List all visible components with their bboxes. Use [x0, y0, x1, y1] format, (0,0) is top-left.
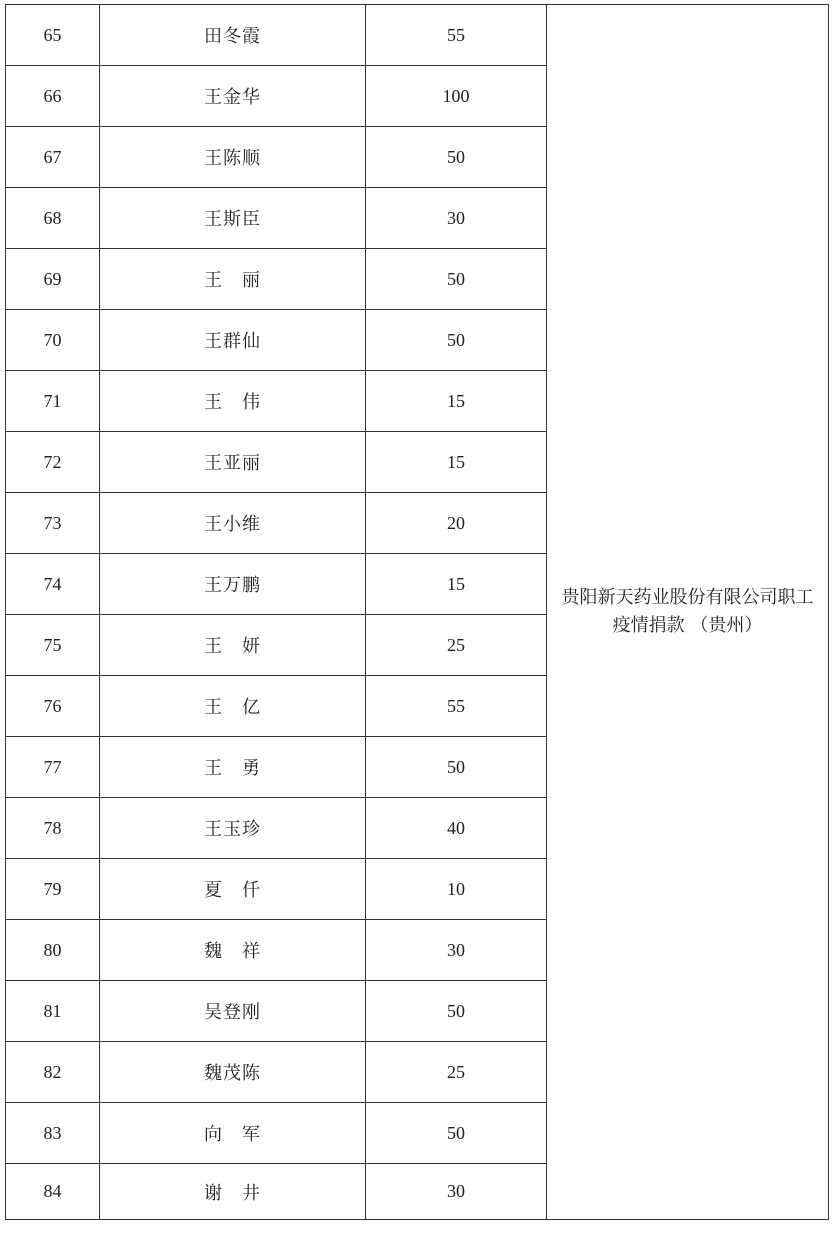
donor-name-cell: 田冬霞: [100, 5, 366, 66]
donor-name-cell: 王亚丽: [100, 432, 366, 493]
donation-amount-cell: 50: [366, 981, 547, 1042]
donation-amount-cell: 50: [366, 1103, 547, 1164]
donation-amount-cell: 25: [366, 1042, 547, 1103]
donor-name-cell: 王陈顺: [100, 127, 366, 188]
donation-amount-cell: 50: [366, 310, 547, 371]
table-row: [6, 5, 829, 66]
row-number-cell: 81: [6, 981, 100, 1042]
donor-name-cell: 魏 祥: [100, 920, 366, 981]
donation-amount-cell: 50: [366, 249, 547, 310]
donor-name-cell: 王 伟: [100, 371, 366, 432]
donation-amount-cell: 30: [366, 1164, 547, 1220]
row-number-cell: 83: [6, 1103, 100, 1164]
row-number-cell: 68: [6, 188, 100, 249]
donation-amount-cell: 15: [366, 554, 547, 615]
donation-amount-cell: 100: [366, 66, 547, 127]
donor-name-cell: 王群仙: [100, 310, 366, 371]
row-number-cell: 75: [6, 615, 100, 676]
donor-name-cell: 王 亿: [100, 676, 366, 737]
donor-name-cell: 谢 井: [100, 1164, 366, 1220]
row-number-cell: 65: [6, 5, 100, 66]
row-number-cell: 73: [6, 493, 100, 554]
donor-name-cell: 王玉珍: [100, 798, 366, 859]
donation-amount-cell: 20: [366, 493, 547, 554]
donor-name-cell: 王金华: [100, 66, 366, 127]
row-number-cell: 71: [6, 371, 100, 432]
row-number-cell: 74: [6, 554, 100, 615]
row-number-cell: 69: [6, 249, 100, 310]
donation-amount-cell: 55: [366, 5, 547, 66]
row-number-cell: 78: [6, 798, 100, 859]
row-number-cell: 67: [6, 127, 100, 188]
donation-amount-cell: 15: [366, 432, 547, 493]
row-number-cell: 84: [6, 1164, 100, 1220]
donation-amount-cell: 30: [366, 188, 547, 249]
donation-table-body: [6, 5, 829, 1220]
row-number-cell: 82: [6, 1042, 100, 1103]
donor-name-cell: 吴登刚: [100, 981, 366, 1042]
row-number-cell: 76: [6, 676, 100, 737]
donation-amount-cell: 50: [366, 737, 547, 798]
donor-name-cell: 王万鹏: [100, 554, 366, 615]
donor-name-cell: 王斯臣: [100, 188, 366, 249]
donor-name-cell: 王小维: [100, 493, 366, 554]
row-number-cell: 72: [6, 432, 100, 493]
donor-name-cell: 夏 仟: [100, 859, 366, 920]
donor-name-cell: 王 丽: [100, 249, 366, 310]
row-number-cell: 77: [6, 737, 100, 798]
row-number-cell: 79: [6, 859, 100, 920]
donation-table-container: [5, 4, 829, 1220]
donation-table: [5, 4, 829, 1220]
row-number-cell: 80: [6, 920, 100, 981]
donation-amount-cell: 40: [366, 798, 547, 859]
donor-name-cell: 王 妍: [100, 615, 366, 676]
donation-amount-cell: 50: [366, 127, 547, 188]
remarks-cell: 贵阳新天药业股份有限公司职工疫情捐款 （贵州）: [547, 5, 829, 1220]
row-number-cell: 70: [6, 310, 100, 371]
donation-amount-cell: 30: [366, 920, 547, 981]
donation-amount-cell: 10: [366, 859, 547, 920]
donation-amount-cell: 15: [366, 371, 547, 432]
donor-name-cell: 王 勇: [100, 737, 366, 798]
row-number-cell: 66: [6, 66, 100, 127]
donation-amount-cell: 55: [366, 676, 547, 737]
donor-name-cell: 向 军: [100, 1103, 366, 1164]
donor-name-cell: 魏茂陈: [100, 1042, 366, 1103]
donation-amount-cell: 25: [366, 615, 547, 676]
